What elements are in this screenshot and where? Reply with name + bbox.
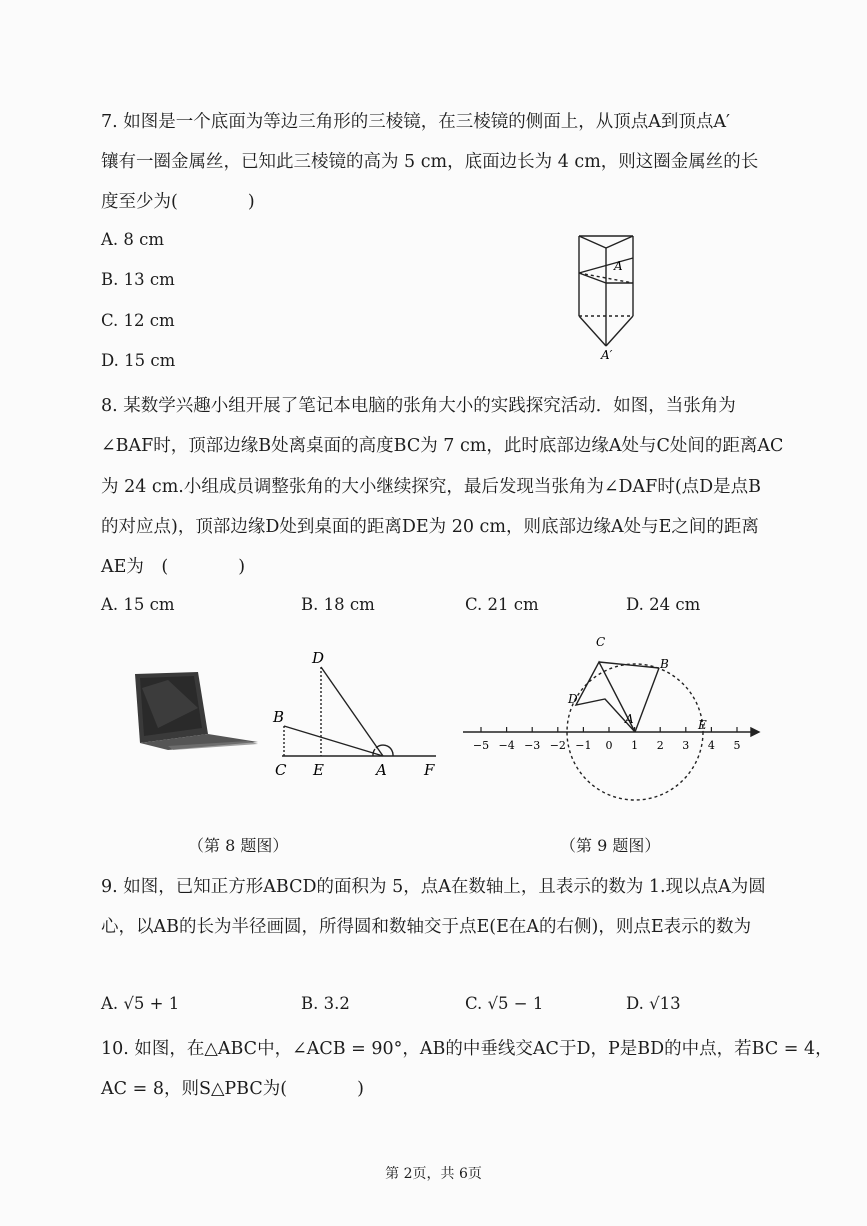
q8-line-3: 为 24 cm.小组成员调整张角的大小继续探究，最后发现当张角为∠DAF时(点D是点B	[101, 477, 762, 497]
fig8-label-e: E	[313, 761, 324, 779]
q7-option-a: A. 8 cm	[101, 230, 165, 249]
fig8-label-d: D	[312, 649, 325, 667]
fig8-label-f: F	[424, 761, 435, 779]
fig9-label-d: D	[568, 692, 578, 706]
q7-line-1: 7. 如图是一个底面为等边三角形的三棱镜，在三棱镜的侧面上，从顶点A到顶点A′	[101, 112, 731, 132]
fig9-label-b: B	[660, 657, 669, 671]
q8-line-2: ∠BAF时，顶部边缘B处离桌面的高度BC为 7 cm，此时底部边缘A处与C处间的距离AC	[101, 436, 784, 456]
number-line-tick-label: −4	[498, 739, 515, 752]
q8-option-a: A. 15 cm	[101, 595, 175, 614]
fig8-geometry	[268, 645, 446, 780]
number-line-tick-label: −1	[575, 739, 592, 752]
laptop-image	[128, 668, 263, 753]
q7-option-d: D. 15 cm	[101, 351, 176, 370]
fig8-label-b: B	[273, 708, 285, 726]
q9-option-a: A. √5 + 1	[101, 994, 180, 1013]
number-line-tick-label: −5	[472, 739, 490, 752]
q9-option-b: B. 3.2	[301, 994, 350, 1013]
q7-option-c: C. 12 cm	[101, 311, 175, 330]
prism-label-a-prime: A′	[601, 348, 613, 362]
q8-option-c: C. 21 cm	[465, 595, 539, 614]
fig8-label-c: C	[275, 761, 287, 779]
q8-option-b: B. 18 cm	[301, 595, 375, 614]
number-line-tick-label: −2	[549, 739, 566, 752]
fig8-label-a: A	[376, 761, 387, 779]
q9-line-2: 心，以AB的长为半径画圆，所得圆和数轴交于点E(E在A的右侧)，则点E表示的数为	[101, 917, 752, 937]
number-line-tick-label: 1	[631, 739, 639, 752]
q9-option-c: C. √5 − 1	[465, 994, 544, 1013]
number-line-tick-label: 5	[733, 739, 741, 752]
prism-label-a: A	[614, 259, 623, 273]
q8-option-d: D. 24 cm	[626, 595, 701, 614]
number-line-tick-label: −3	[524, 739, 541, 752]
q10-line-2: AC = 8，则S△PBC为( )	[101, 1079, 364, 1099]
page-footer: 第 2页，共 6页	[385, 1166, 482, 1182]
fig9-number-line	[455, 630, 765, 805]
q9-line-1: 9. 如图，已知正方形ABCD的面积为 5，点A在数轴上，且表示的数为 1.现以点A为圆	[101, 877, 766, 897]
q8-line-4: 的对应点)，顶部边缘D处到桌面的距离DE为 20 cm，则底部边缘A处与E之间的距离	[101, 517, 759, 537]
q7-line-3: 度至少为( )	[101, 192, 255, 212]
q8-line-5: AE为 ( )	[101, 557, 246, 577]
q10-line-1: 10. 如图，在△ABC中，∠ACB = 90°，AB的中垂线交AC于D，P是BD的中点，若BC = 4，	[101, 1039, 833, 1059]
fig9-label-e: E	[698, 718, 707, 732]
q7-line-2: 镶有一圈金属丝，已知此三棱镜的高为 5 cm，底面边长为 4 cm，则这圈金属丝的长	[101, 152, 759, 172]
q8-line-1: 8. 某数学兴趣小组开展了笔记本电脑的张角大小的实践探究活动．如图，当张角为	[101, 396, 736, 416]
q7-option-b: B. 13 cm	[101, 270, 175, 289]
fig9-label-a: A	[625, 712, 634, 726]
prism-figure	[570, 228, 650, 363]
fig9-label-c: C	[596, 635, 606, 649]
number-line-tick-label: 4	[707, 739, 715, 752]
fig8-caption: （第 8 题图）	[188, 836, 289, 855]
fig9-caption: （第 9 题图）	[560, 836, 661, 855]
number-line-tick-label: 0	[605, 739, 613, 752]
number-line-tick-label: 2	[656, 739, 664, 752]
q9-option-d: D. √13	[626, 994, 681, 1013]
number-line-tick-label: 3	[682, 739, 690, 752]
